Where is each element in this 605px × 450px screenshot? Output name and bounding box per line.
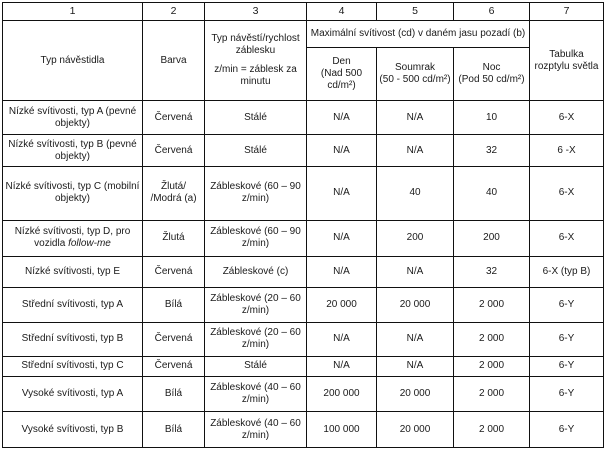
- cell-signal: Zábleskové (40 – 60 z/min): [205, 412, 307, 448]
- cell-light-type-text: Nízké svítivosti, typ D, pro vozidla: [14, 226, 131, 250]
- column-number: 5: [377, 3, 454, 21]
- cell-distribution-table: 6-Y: [530, 288, 604, 323]
- obstacle-lights-table: [2, 2, 604, 448]
- cell-color: Červená: [143, 256, 205, 288]
- table-row: [3, 135, 604, 167]
- table-row: [3, 322, 604, 357]
- header-dusk: [377, 47, 454, 100]
- cell-night: 10: [454, 100, 530, 135]
- cell-light-type: Vysoké svítivosti, typ A: [3, 376, 143, 412]
- header-flash-rate-note: z/min = záblesk za minutu: [214, 64, 297, 88]
- table-body: [3, 3, 604, 448]
- cell-light-type: Střední svítivosti, typ A: [3, 288, 143, 323]
- cell-color: Žlutá: [143, 220, 205, 256]
- column-number: 4: [307, 3, 377, 21]
- cell-light-type: Střední svítivosti, typ C: [3, 357, 143, 376]
- column-number-row: [3, 3, 604, 21]
- table-row: [3, 288, 604, 323]
- cell-night: 2 000: [454, 376, 530, 412]
- header-light-distribution-table: Tabulka rozptylu světla: [530, 21, 604, 100]
- cell-light-type: Nízké svítivosti, typ A (pevné objekty): [3, 100, 143, 135]
- cell-color: Červená: [143, 100, 205, 135]
- cell-distribution-table: 6-X: [530, 220, 604, 256]
- cell-night: 2 000: [454, 412, 530, 448]
- column-number: 6: [454, 3, 530, 21]
- cell-dusk: 20 000: [377, 376, 454, 412]
- cell-day: 200 000: [307, 376, 377, 412]
- cell-color: Červená: [143, 322, 205, 357]
- table-row: [3, 166, 604, 220]
- cell-light-type: Vysoké svítivosti, typ B: [3, 412, 143, 448]
- cell-color: Bílá: [143, 412, 205, 448]
- cell-distribution-table: 6-Y: [530, 412, 604, 448]
- cell-night: 200: [454, 220, 530, 256]
- column-number: 2: [143, 3, 205, 21]
- cell-color: Bílá: [143, 376, 205, 412]
- cell-distribution-table: 6-X: [530, 166, 604, 220]
- cell-dusk: N/A: [377, 322, 454, 357]
- header-row-top: [3, 21, 604, 47]
- cell-day: N/A: [307, 256, 377, 288]
- header-day-label: Den: [332, 55, 351, 67]
- cell-signal: Zábleskové (20 – 60 z/min): [205, 288, 307, 323]
- cell-dusk: N/A: [377, 357, 454, 376]
- column-number: 7: [530, 3, 604, 21]
- cell-color: Červená: [143, 357, 205, 376]
- cell-light-type: Střední svítivosti, typ B: [3, 322, 143, 357]
- cell-day: 100 000: [307, 412, 377, 448]
- header-night-label: Noc: [482, 61, 501, 73]
- cell-light-type-emphasis: follow-me: [68, 238, 111, 250]
- cell-day: N/A: [307, 357, 377, 376]
- cell-dusk: 20 000: [377, 412, 454, 448]
- table-row: [3, 100, 604, 135]
- cell-distribution-table: 6-Y: [530, 357, 604, 376]
- cell-dusk: 20 000: [377, 288, 454, 323]
- header-day-range: (Nad 500 cd/m²): [320, 67, 363, 91]
- header-dusk-label: Soumrak: [394, 61, 435, 73]
- header-flash-rate-title: Typ návěstí/rychlost záblesku: [211, 33, 300, 57]
- cell-signal: Zábleskové (40 – 60 z/min): [205, 376, 307, 412]
- cell-day: N/A: [307, 322, 377, 357]
- cell-signal: Stálé: [205, 100, 307, 135]
- column-number: 3: [205, 3, 307, 21]
- table-row: [3, 256, 604, 288]
- cell-distribution-table: 6 -X: [530, 135, 604, 167]
- cell-light-type: Nízké svítivosti, typ C (mobilní objekty): [3, 166, 143, 220]
- cell-signal: Stálé: [205, 135, 307, 167]
- cell-night: 2 000: [454, 322, 530, 357]
- cell-dusk: N/A: [377, 135, 454, 167]
- cell-dusk: N/A: [377, 100, 454, 135]
- header-light-type: Typ návěstidla: [3, 21, 143, 100]
- cell-day: N/A: [307, 135, 377, 167]
- cell-day: N/A: [307, 166, 377, 220]
- column-number: 1: [3, 3, 143, 21]
- cell-signal: Stálé: [205, 357, 307, 376]
- cell-signal: Zábleskové (60 – 90 z/min): [205, 166, 307, 220]
- cell-distribution-table: 6-Y: [530, 322, 604, 357]
- cell-color: Bílá: [143, 288, 205, 323]
- cell-night: 2 000: [454, 288, 530, 323]
- cell-light-type: [3, 220, 143, 256]
- cell-night: 40: [454, 166, 530, 220]
- cell-day: 20 000: [307, 288, 377, 323]
- header-color: Barva: [143, 21, 205, 100]
- cell-signal: Zábleskové (60 – 90 z/min): [205, 220, 307, 256]
- cell-color: Červená: [143, 135, 205, 167]
- cell-signal: Zábleskové (c): [205, 256, 307, 288]
- cell-light-type: Nízké svítivosti, typ E: [3, 256, 143, 288]
- cell-distribution-table: 6-X (typ B): [530, 256, 604, 288]
- table-row: [3, 357, 604, 376]
- cell-signal: Zábleskové (20 – 60 z/min): [205, 322, 307, 357]
- cell-dusk: N/A: [377, 256, 454, 288]
- header-dusk-range: (50 - 500 cd/m²): [379, 73, 451, 85]
- cell-dusk: 40: [377, 166, 454, 220]
- cell-distribution-table: 6-Y: [530, 376, 604, 412]
- cell-day: N/A: [307, 100, 377, 135]
- table-row: [3, 376, 604, 412]
- table-row: [3, 220, 604, 256]
- cell-night: 32: [454, 135, 530, 167]
- header-max-intensity: Maximální svítivost (cd) v daném jasu pozadí (b): [307, 21, 530, 47]
- table-row: [3, 412, 604, 448]
- cell-day: N/A: [307, 220, 377, 256]
- header-flash-rate: [205, 21, 307, 100]
- cell-dusk: 200: [377, 220, 454, 256]
- header-day: [307, 47, 377, 100]
- cell-light-type: Nízké svítivosti, typ B (pevné objekty): [3, 135, 143, 167]
- header-night-range: (Pod 50 cd/m²): [458, 73, 525, 85]
- cell-distribution-table: 6-X: [530, 100, 604, 135]
- cell-color: Žlutá/ /Modrá (a): [143, 166, 205, 220]
- cell-night: 32: [454, 256, 530, 288]
- cell-night: 2 000: [454, 357, 530, 376]
- header-night: [454, 47, 530, 100]
